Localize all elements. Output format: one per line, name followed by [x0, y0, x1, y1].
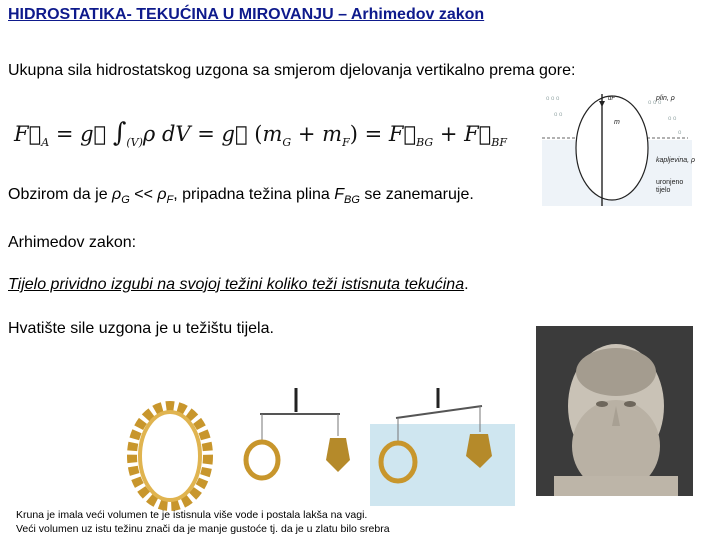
diagram-label-tijelo: tijelo — [656, 187, 671, 194]
diagram-label-kapljevina: kapljevina, ρ — [656, 157, 696, 164]
buoyancy-diagram — [538, 90, 714, 212]
page-title: HIDROSTATIKA- TEKUĆINA U MIROVANJU – Arhimedov zakon — [8, 6, 485, 23]
svg-text:ο ο ο: ο ο ο — [648, 100, 662, 106]
intro-text: Ukupna sila hidrostatskog uzgona sa smjerom djelovanja vertikalno prema gore: — [8, 62, 576, 79]
caption-line-1: Kruna je imala veći volumen te je istisnula više vode i postala lakša na vagi. — [16, 509, 368, 521]
diagram-label-m: m — [614, 119, 620, 126]
law-statement: Tijelo prividno izgubi na svojoj težini koliko teži istisnuta tekućina. — [8, 276, 469, 293]
svg-text:ο ο: ο ο — [554, 112, 563, 118]
centroid-text: Hvatište sile uzgona je u težištu tijela. — [8, 320, 274, 337]
caption-line-2: Veći volumen uz istu težinu znači da je manje gustoće tj. da je u zlatu bilo srebra — [16, 523, 390, 535]
buoyancy-formula: $F⃗_A$ = g⃗ $\int_{(V)}\rho$ dV = g⃗ $(m_G + m_F)$ = $F⃗_{BG}$ + $F⃗_{BF}$ — [14, 118, 508, 150]
svg-text:ο ο: ο ο — [668, 116, 677, 122]
balance-scale-equal-image — [238, 386, 370, 506]
diagram-label-dfp: dF — [608, 96, 616, 102]
golden-crown-image — [118, 386, 218, 518]
archimedes-bust-image — [536, 326, 693, 496]
balance-scale-water-image — [370, 386, 515, 506]
crown-caption — [16, 508, 390, 536]
diagram-label-uronjeno: uronjeno — [656, 179, 684, 186]
svg-text:ο ο ο: ο ο ο — [546, 96, 560, 102]
law-heading: Arhimedov zakon: — [8, 234, 137, 251]
svg-text:ο: ο — [678, 130, 682, 136]
neglect-text: Obzirom da je $\rho_G << \rho_F$, pripadna težina plina $F_{BG}$ se zanemaruje. — [8, 186, 474, 207]
diagram-label-plin: plin, ρ — [656, 95, 675, 102]
